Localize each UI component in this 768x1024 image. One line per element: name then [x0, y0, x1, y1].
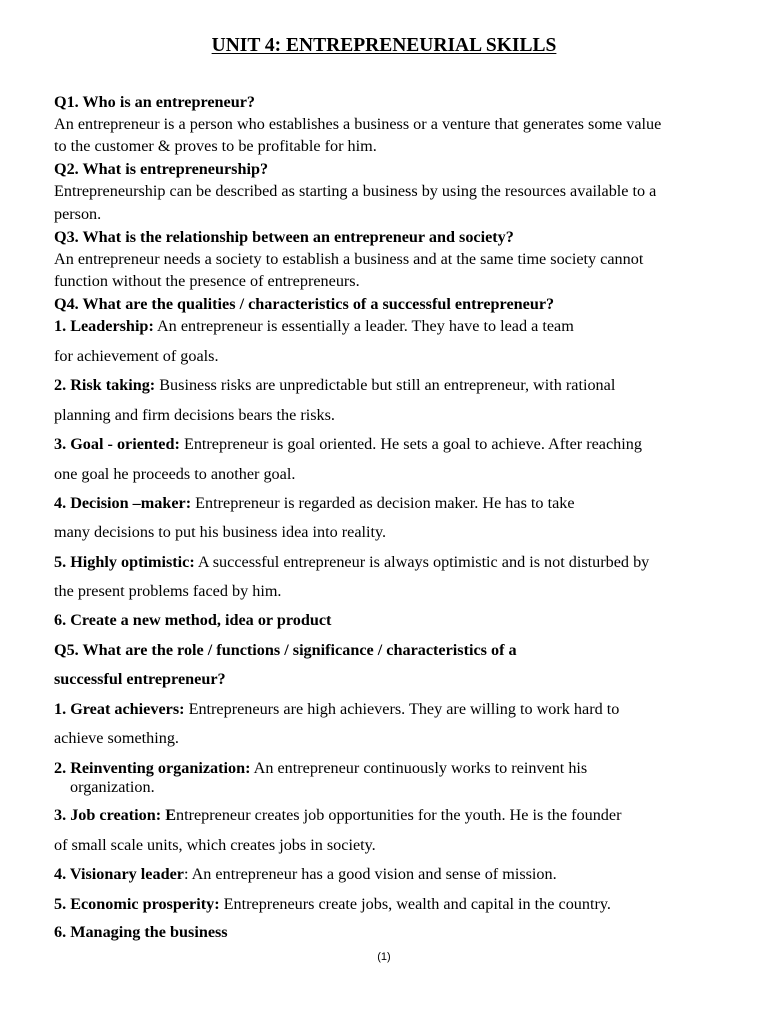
q3-answer-line-1: An entrepreneur needs a society to establish a business and at the same time society cannot [54, 250, 644, 268]
q5-item-5 [54, 893, 744, 915]
q3-answer-line-2: function without the presence of entrepreneurs. [54, 272, 360, 290]
q4-item-3-line-2: one goal he proceeds to another goal. [54, 465, 296, 483]
q4-item-1-line-1 [54, 315, 744, 337]
q4-item-2-line-1 [54, 374, 744, 396]
q5-item-1-text: Entrepreneurs are high achievers. They are willing to work hard to [184, 700, 620, 718]
q4-item-2-line-2: planning and firm decisions bears the risks. [54, 406, 335, 424]
q4-item-1-line-2: for achievement of goals. [54, 347, 219, 365]
q5-item-3-line-2: of small scale units, which creates jobs in society. [54, 836, 376, 854]
q1-question: Q1. Who is an entrepreneur? [54, 93, 256, 111]
q2-answer-line-2: person. [54, 205, 102, 223]
q4-item-4-text: Entrepreneur is regarded as decision maker. He has to take [191, 494, 575, 512]
q5-question-line-2: successful entrepreneur? [54, 670, 226, 688]
q5-item-4 [54, 863, 744, 885]
page-number: (1) [377, 951, 391, 963]
q4-item-1-term: 1. Leadership: [54, 317, 154, 335]
q5-item-3-text: ntrepreneur creates job opportunities for the youth. He is the founder [176, 806, 622, 824]
q5-item-3-term: 3. Job creation: E [54, 806, 176, 824]
q4-item-5-line-2: the present problems faced by him. [54, 582, 282, 600]
q5-item-1-line-2: achieve something. [54, 729, 179, 747]
q1-answer-line-1: An entrepreneur is a person who establishes a business or a venture that generates some value [54, 115, 662, 133]
q4-item-3-line-1 [54, 433, 744, 455]
q4-question: Q4. What are the qualities / characteristics of a successful entrepreneur? [54, 295, 555, 313]
q2-answer-line-1: Entrepreneurship can be described as starting a business by using the resources available to a [54, 182, 657, 200]
q5-item-4-term: 4. Visionary leader [54, 865, 184, 883]
q4-item-3-term: 3. Goal - oriented: [54, 435, 180, 453]
q4-item-4-line-1 [54, 492, 744, 514]
q4-item-5-text: A successful entrepreneur is always optimistic and is not disturbed by [194, 553, 650, 571]
q4-item-4-term: 4. Decision –maker: [54, 494, 192, 512]
q4-item-2-term: 2. Risk taking: [54, 376, 156, 394]
q5-item-2-term: 2. Reinventing organization: [54, 759, 251, 777]
q2-question: Q2. What is entrepreneurship? [54, 160, 269, 178]
q4-item-3-text: Entrepreneur is goal oriented. He sets a goal to achieve. After reaching [179, 435, 642, 453]
q4-item-5-term: 5. Highly optimistic: [54, 553, 195, 571]
q5-item-5-text: Entrepreneurs create jobs, wealth and capital in the country. [219, 895, 611, 913]
q4-item-4-line-2: many decisions to put his business idea into reality. [54, 523, 387, 541]
q4-item-5-line-1 [54, 551, 744, 573]
page-title [0, 34, 768, 58]
q5-item-2-line-2: organization. [70, 778, 155, 796]
q5-question-line-1: Q5. What are the role / functions / significance / characteristics of a [54, 641, 517, 659]
q5-item-1-line-1 [54, 698, 744, 720]
q5-item-1-term: 1. Great achievers: [54, 700, 185, 718]
q5-item-5-term: 5. Economic prosperity: [54, 895, 220, 913]
q5-item-6: 6. Managing the business [54, 923, 228, 941]
q4-item-2-text: Business risks are unpredictable but still an entrepreneur, with rational [155, 376, 616, 394]
q5-item-4-text: : An entrepreneur has a good vision and sense of mission. [183, 865, 557, 883]
q4-item-6: 6. Create a new method, idea or product [54, 611, 332, 629]
q4-item-1-text: An entrepreneur is essentially a leader. They have to lead a team [153, 317, 574, 335]
q5-item-3-line-1 [54, 804, 744, 826]
q3-question: Q3. What is the relationship between an entrepreneur and society? [54, 228, 514, 246]
q1-answer-line-2: to the customer & proves to be profitable for him. [54, 137, 377, 155]
q5-item-2-text: An entrepreneur continuously works to reinvent his [250, 759, 588, 777]
page-title-text: UNIT 4: ENTREPRENEURIAL SKILLS [211, 35, 557, 56]
